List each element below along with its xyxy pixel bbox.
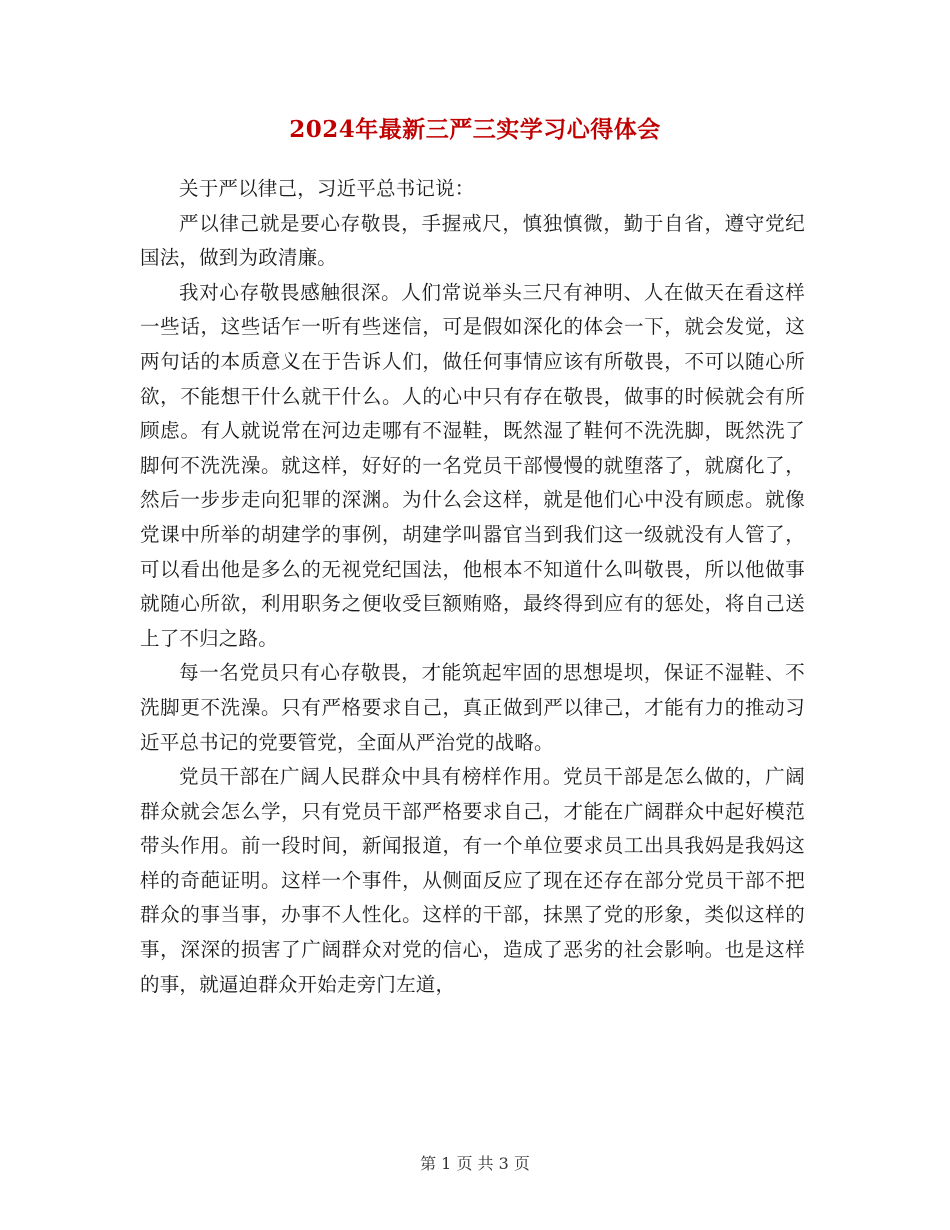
paragraph-3: 我对心存敬畏感触很深。人们常说举头三尺有神明、人在做天在看这样一些话，这些话乍一听有些迷信，可是假如深化的体会一下，就会发觉，这两句话的本质意义在于告诉人们，做任何事情应该有所敬畏，不可以随心所欲，不能想干什么就干什么。人的心中只有存在敬畏，做事的时候就会有所顾虑。有人就说常在河边走哪有不湿鞋，既然湿了鞋何不洗洗脚，既然洗了脚何不洗洗澡。就这样，好好的一名党员干部慢慢的就堕落了，就腐化了，然后一步步走向犯罪的深渊。为什么会这样，就是他们心中没有顾虑。就像党课中所举的胡建学的事例，胡建学叫嚣官当到我们这一级就没有人管了，可以看出他是多么的无视党纪国法，他根本不知道什么叫敬畏，所以他做事就随心所欲，利用职务之便收受巨额贿赂，最终得到应有的惩处，将自己送上了不归之路。 bbox=[140, 280, 805, 650]
paragraph-4: 每一名党员只有心存敬畏，才能筑起牢固的思想堤坝，保证不湿鞋、不洗脚更不洗澡。只有严格要求自己，真正做到严以律己，才能有力的推动习近平总书记的党要管党，全面从严治党的战略。 bbox=[140, 661, 805, 754]
paragraph-2: 严以律己就是要心存敬畏，手握戒尺，慎独慎微，勤于自省，遵守党纪国法，做到为政清廉。 bbox=[140, 211, 805, 270]
paragraph-1: 关于严以律己，习近平总书记说： bbox=[179, 177, 475, 200]
paragraph-5: 党员干部在广阔人民群众中具有榜样作用。党员干部是怎么做的，广阔群众就会怎么学，只有党员干部严格要求自己，才能在广阔群众中起好模范带头作用。前一段时间，新闻报道，有一个单位要求员工出具我妈是我妈这样的奇葩证明。这样一个事件，从侧面反应了现在还存在部分党员干部不把群众的事当事，办事不人性化。这样的干部，抹黑了党的形象，类似这样的事，深深的损害了广阔群众对党的信心，造成了恶劣的社会影响。也是这样的事，就逼迫群众开始走旁门左道， bbox=[140, 765, 805, 996]
page-footer: 第 1 页 共 3 页 bbox=[420, 1154, 530, 1173]
document-body bbox=[140, 172, 805, 1002]
document-title: 2024年最新三严三实学习心得体会 bbox=[289, 116, 661, 143]
